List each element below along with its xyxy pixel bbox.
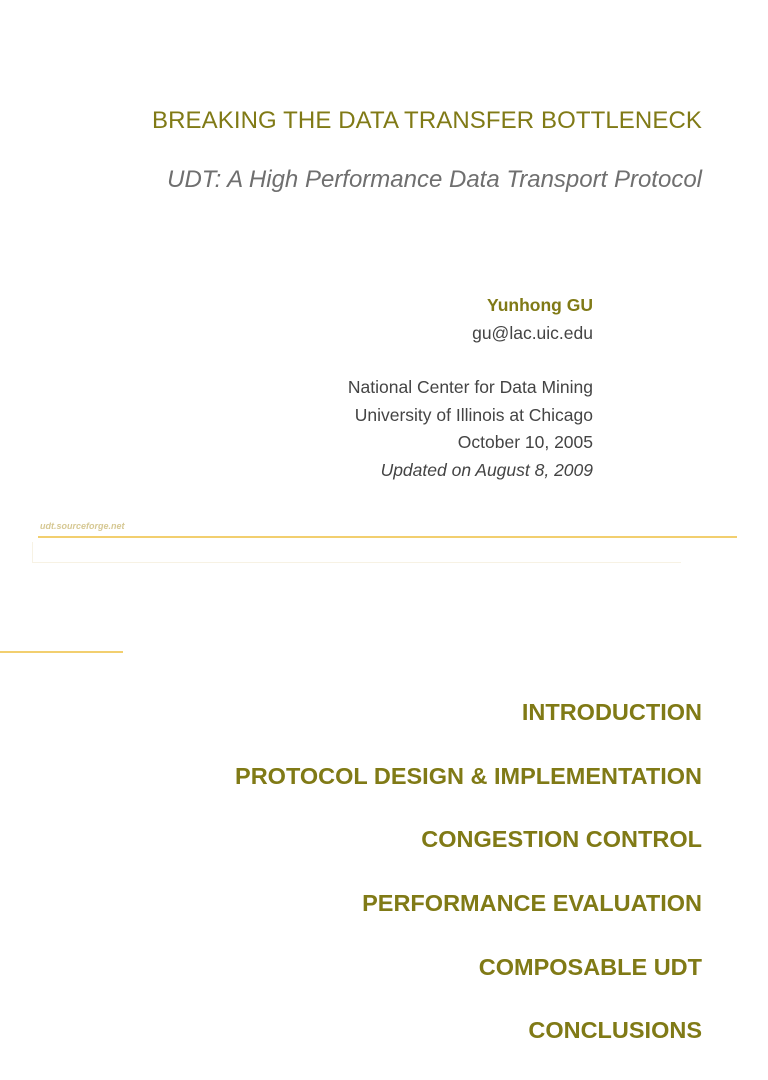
author-name: Yunhong GU	[487, 295, 593, 315]
author-block	[348, 292, 593, 484]
updated-date: Updated on August 8, 2009	[380, 459, 593, 480]
outline-item-composable-udt: COMPOSABLE UDT	[478, 953, 702, 980]
outline-item-conclusions: CONCLUSIONS	[528, 1017, 702, 1044]
slide-title: BREAKING THE DATA TRANSFER BOTTLENECK	[151, 107, 702, 134]
footer-shadow	[32, 542, 681, 563]
footer-divider	[38, 536, 737, 538]
outline-item-protocol-design: PROTOCOL DESIGN & IMPLEMENTATION	[235, 762, 702, 789]
outline-item-performance-evaluation: PERFORMANCE EVALUATION	[362, 890, 702, 917]
header-accent-line	[0, 651, 123, 653]
outline-item-introduction: INTRODUCTION	[521, 699, 702, 725]
footer-url: udt.sourceforge.net	[40, 521, 125, 531]
presentation-date: October 10, 2005	[457, 432, 593, 452]
outline-list	[235, 698, 702, 1080]
outline-item-congestion-control: CONGESTION CONTROL	[421, 826, 702, 853]
slide-subtitle: UDT: A High Performance Data Transport Protocol	[167, 166, 702, 193]
author-spacer	[348, 347, 593, 374]
outline-slide	[0, 600, 768, 1044]
author-organization: National Center for Data Mining	[347, 377, 593, 397]
author-email: gu@lac.uic.edu	[472, 322, 593, 343]
author-university: University of Illinois at Chicago	[354, 404, 593, 425]
